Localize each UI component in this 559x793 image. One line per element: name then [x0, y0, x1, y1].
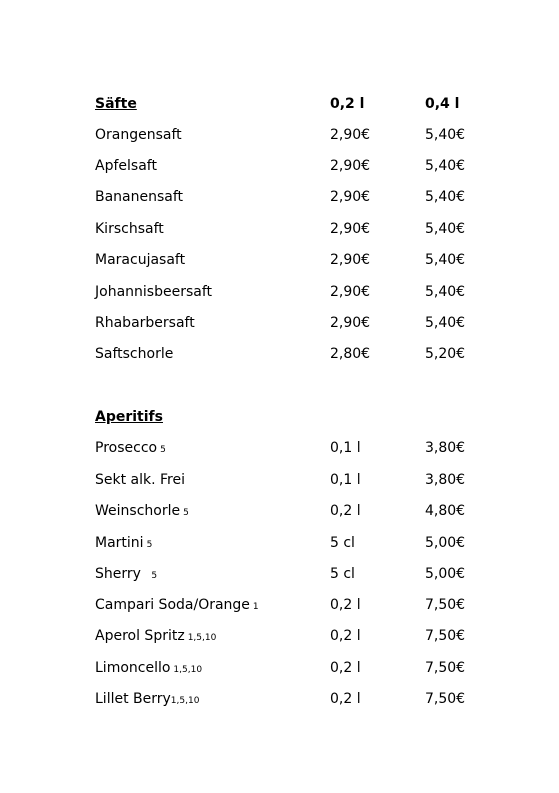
item-price-large: 5,20€ [425, 346, 466, 362]
section-header-saefte [0, 94, 559, 114]
menu-item [0, 344, 559, 364]
menu-item [0, 219, 559, 239]
item-size: 0,1 l [330, 472, 361, 488]
item-price-large: 5,40€ [425, 127, 466, 143]
item-price: 7,50€ [425, 628, 466, 644]
item-price: 4,80€ [425, 503, 466, 519]
menu-item [0, 626, 559, 646]
item-name: Prosecco 5 [95, 440, 166, 456]
item-price-small: 2,80€ [330, 346, 371, 362]
item-price: 7,50€ [425, 691, 466, 707]
menu-item [0, 282, 559, 302]
item-price: 5,00€ [425, 566, 466, 582]
allergen-note: 5 [146, 540, 153, 550]
item-price-large: 5,40€ [425, 158, 466, 174]
allergen-note: 1,5,10 [173, 665, 203, 675]
item-name: Limoncello 1,5,10 [95, 660, 203, 676]
item-price-large: 5,40€ [425, 284, 466, 300]
menu-item [0, 501, 559, 521]
item-price-small: 2,90€ [330, 158, 371, 174]
item-size: 0,2 l [330, 628, 361, 644]
item-size: 0,2 l [330, 503, 361, 519]
item-price-large: 5,40€ [425, 221, 466, 237]
item-name: Martini 5 [95, 535, 153, 551]
item-price: 7,50€ [425, 660, 466, 676]
item-price-large: 5,40€ [425, 315, 466, 331]
item-size: 5 cl [330, 535, 355, 551]
item-name: Weinschorle 5 [95, 503, 189, 519]
allergen-note: 1 [252, 602, 259, 612]
menu-item [0, 533, 559, 553]
item-name: Lillet Berry1,5,10 [95, 691, 200, 707]
allergen-note: 5 [151, 571, 158, 581]
item-name: Kirschsaft [95, 221, 164, 237]
item-price: 3,80€ [425, 472, 466, 488]
item-name: Saftschorle [95, 346, 174, 362]
menu-item [0, 470, 559, 490]
item-size: 0,1 l [330, 440, 361, 456]
menu-item [0, 438, 559, 458]
item-name: Orangensaft [95, 127, 182, 143]
menu-item [0, 250, 559, 270]
item-price-large: 5,40€ [425, 252, 466, 268]
item-name: Apfelsaft [95, 158, 157, 174]
allergen-note: 1,5,10 [170, 696, 200, 706]
item-price: 5,00€ [425, 535, 466, 551]
allergen-note: 5 [160, 445, 166, 455]
section-title: Säfte [95, 96, 137, 112]
menu-item [0, 125, 559, 145]
item-price: 7,50€ [425, 597, 466, 613]
menu-item [0, 689, 559, 709]
menu-item [0, 156, 559, 176]
item-price-small: 2,90€ [330, 189, 371, 205]
item-price-small: 2,90€ [330, 252, 371, 268]
column-header-size-small: 0,2 l [330, 96, 365, 112]
allergen-note: 1,5,10 [187, 633, 217, 643]
item-price-small: 2,90€ [330, 127, 371, 143]
item-size: 0,2 l [330, 660, 361, 676]
section-title: Aperitifs [95, 409, 163, 425]
menu-item [0, 595, 559, 615]
item-name: Bananensaft [95, 189, 184, 205]
item-name: Maracujasaft [95, 252, 186, 268]
item-name: Sherry 5 [95, 566, 158, 582]
item-price-small: 2,90€ [330, 315, 371, 331]
item-size: 0,2 l [330, 691, 361, 707]
item-size: 5 cl [330, 566, 355, 582]
item-name: Campari Soda/Orange 1 [95, 597, 259, 613]
item-price: 3,80€ [425, 440, 466, 456]
item-name: Rhabarbersaft [95, 315, 195, 331]
menu-item [0, 187, 559, 207]
menu-item [0, 658, 559, 678]
item-name: Johannisbeersaft [95, 284, 212, 300]
item-price-small: 2,90€ [330, 221, 371, 237]
section-header-aperitifs [0, 407, 559, 427]
menu-item [0, 313, 559, 333]
column-header-size-large: 0,4 l [425, 96, 460, 112]
item-price-large: 5,40€ [425, 189, 466, 205]
menu-item [0, 564, 559, 584]
allergen-note: 5 [183, 508, 189, 518]
item-price-small: 2,90€ [330, 284, 371, 300]
item-name: Sekt alk. Frei [95, 472, 186, 488]
item-size: 0,2 l [330, 597, 361, 613]
item-name: Aperol Spritz 1,5,10 [95, 628, 217, 644]
